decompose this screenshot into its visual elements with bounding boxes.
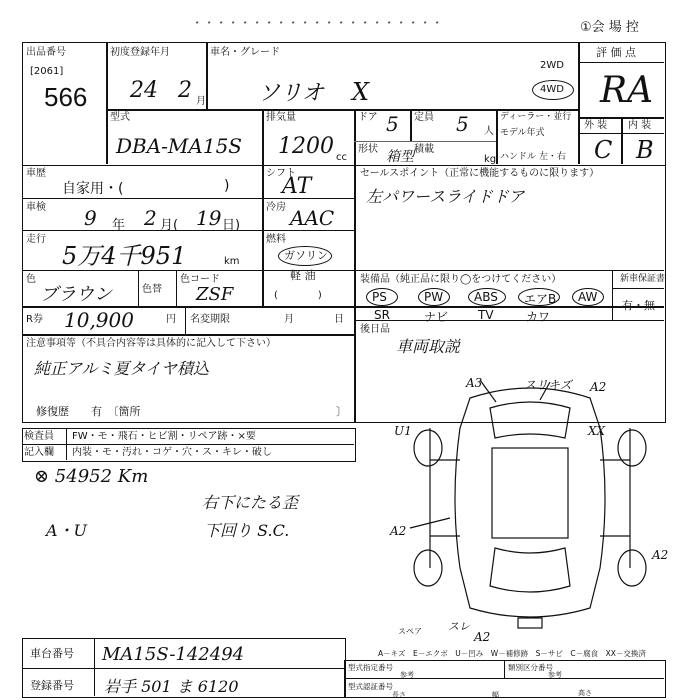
mark-a2-rear: A2	[474, 630, 491, 644]
capacity-label: 定員	[414, 112, 434, 123]
equip-pw-circle	[418, 288, 450, 306]
row-line	[612, 288, 664, 289]
inspection-day-unit: 日)	[222, 218, 241, 233]
wheel-fl	[414, 430, 442, 466]
chassis-label: 車台番号	[30, 647, 74, 660]
name-change-day: 日	[334, 314, 344, 325]
name-change-month: 月	[284, 314, 294, 325]
first-reg-month: 2	[178, 78, 192, 103]
col-line	[106, 43, 108, 164]
aircon-label: 冷房	[266, 202, 286, 213]
dealer-label: ディーラー・並行	[500, 112, 572, 122]
col-line	[262, 164, 264, 306]
col-line	[206, 43, 208, 109]
col-line	[612, 270, 613, 320]
displacement-value: 1200	[278, 134, 334, 159]
col-line	[176, 270, 177, 306]
height-label: 高さ	[578, 689, 592, 697]
inspection-year: 9	[84, 206, 97, 230]
inspection-month: 2	[144, 206, 157, 230]
row-line	[22, 334, 354, 336]
first-reg-label: 初度登録年月	[110, 47, 170, 58]
equip-abs: ABS	[474, 290, 498, 304]
name-change-label: 名変期限	[190, 314, 230, 325]
col-line	[504, 660, 505, 678]
equip-aw-circle	[572, 288, 604, 306]
equip-airbag-circle	[518, 288, 560, 306]
mark-a2-front: A2	[590, 380, 607, 394]
car-name-label: 車名・グレード	[210, 47, 280, 58]
inspection-year-unit: 年	[112, 218, 126, 233]
mileage-value: 5万4千951	[62, 242, 187, 270]
shift-label: シフト	[266, 168, 296, 179]
notes-value: 純正アルミ夏タイヤ積込	[34, 359, 210, 378]
mark-rub: スレ	[448, 620, 470, 633]
class-label: 類別区分番号	[508, 663, 553, 672]
row-line	[22, 444, 354, 445]
mark-a3: A3	[466, 376, 483, 390]
model-value: DBA-MA15S	[116, 134, 243, 158]
equip-navi: ナビ	[424, 310, 449, 324]
col-line	[410, 109, 412, 141]
capacity-unit: 人	[484, 126, 494, 137]
remark-right-1: 右下にたる歪	[202, 493, 299, 512]
header-strip-text: ・・・・・・・・・・・・・・・・・・・・・	[190, 16, 443, 30]
chassis-value: MA15S-142494	[102, 644, 245, 665]
doors-value: 5	[386, 112, 399, 136]
lot-number: 566	[44, 82, 88, 112]
equip-tv: TV	[478, 308, 494, 322]
color-code-label: 色コード	[180, 274, 220, 285]
length-label: 長さ	[392, 691, 406, 699]
col-line	[94, 638, 95, 696]
cert-label: 型式認証番号	[348, 682, 393, 691]
first-reg-year: 24	[130, 78, 158, 103]
entry-label: 記入欄	[24, 447, 54, 458]
row-line	[22, 230, 354, 231]
equip-pw: PW	[424, 290, 444, 304]
fuel-gasoline: ガソリン	[284, 249, 328, 262]
drive-4wd: 4WD	[540, 84, 564, 95]
width-label: 幅	[492, 691, 499, 699]
displacement-label: 排気量	[266, 112, 296, 123]
roof	[492, 448, 568, 538]
wheel-fr	[618, 430, 646, 466]
inspection-label: 車検	[26, 202, 46, 213]
repair-label: 修復歴 有 〔箇所	[36, 405, 141, 418]
r-tax-unit: 円	[166, 314, 176, 325]
score-label: 評 価 点	[596, 46, 636, 59]
equip-ps: PS	[372, 290, 387, 304]
front-windshield	[490, 402, 570, 438]
fuel-label: 燃料	[266, 234, 286, 245]
wheel-rl	[414, 550, 442, 586]
load-unit: kg	[484, 154, 497, 165]
mileage-label: 走行	[26, 234, 46, 245]
mark-u1: U1	[394, 424, 412, 438]
score-value: RA	[600, 70, 654, 111]
registration-label: 登録番号	[30, 679, 74, 692]
mileage-unit: km	[224, 256, 240, 267]
equip-airbag: エアB	[524, 292, 557, 306]
later-items-label: 後日品	[360, 324, 390, 335]
mark-spare: スペア	[398, 627, 422, 636]
equip-leather: カワ	[526, 310, 551, 324]
body-shape-label: 形状	[358, 144, 378, 155]
inspection-day: 19	[196, 206, 222, 230]
score-int-label: 内 装	[628, 120, 652, 131]
damage-legend: A－キズ E－エクボ U－凹み W－補修跡 S－サビ C－腐食 XX－交換済	[378, 649, 646, 658]
spare-box	[518, 618, 542, 628]
mark-scratch: スリキズ	[524, 378, 572, 392]
registration-value: 岩手 501 ま 6120	[104, 677, 239, 696]
col-line	[262, 109, 264, 164]
car-outline	[455, 388, 605, 617]
inspector-label: 検査員	[24, 431, 54, 442]
body-shape-value: 箱型	[386, 149, 414, 165]
form-label: 型式指定番号	[348, 663, 393, 672]
col-line	[185, 306, 186, 334]
r-tax-value: 10,900	[64, 308, 134, 332]
row-line	[22, 668, 344, 669]
mark-line	[480, 380, 496, 402]
aircon-value: AAC	[290, 206, 335, 230]
col-line	[354, 109, 356, 164]
car-damage-diagram	[400, 368, 660, 636]
fuel-diesel: 軽 油	[290, 269, 316, 282]
car-name-value: ソリオ	[258, 81, 324, 106]
sales-point-label: セールスポイント（正常に機能するものに限ります）	[360, 168, 600, 179]
sales-point-value: 左パワースライドドア	[366, 187, 525, 206]
score-ext-label: 外 装	[584, 120, 608, 131]
wheel-rr	[618, 550, 646, 586]
entry-line: 内装・モ・汚れ・コゲ・穴・ス・キレ・破し	[72, 447, 272, 458]
score-ext-value: C	[594, 136, 613, 164]
drive-2wd: 2WD	[540, 60, 564, 71]
side-body	[430, 428, 630, 568]
inspector-line: FW・モ・飛石・ヒビ割・リペア跡・×要	[72, 431, 256, 442]
row-line	[344, 678, 664, 679]
first-reg-unit: 月	[196, 96, 206, 107]
capacity-value: 5	[456, 112, 469, 136]
remark-left: A・U	[46, 521, 88, 540]
history-value: 自家用・(	[62, 181, 124, 197]
rear-window	[490, 548, 570, 592]
doors-label: ドア	[358, 112, 378, 123]
inspection-month-unit: 月(	[160, 218, 179, 233]
row-line	[354, 270, 664, 271]
equip-sr: SR	[374, 308, 390, 322]
notes-label: 注意事項等（不具合内容等は具体的に記入して下さい）	[26, 338, 276, 349]
history-label: 車歴	[26, 168, 46, 179]
header-top: ①会 場 控	[580, 20, 639, 35]
repair-close: 〕	[336, 405, 347, 418]
mark-xx: XX	[588, 424, 606, 438]
color-label: 色	[26, 274, 36, 285]
color-change-label: 色替	[142, 284, 162, 295]
handle-label: ハンドル 左・右	[500, 152, 566, 162]
col-line	[496, 109, 498, 164]
equipment-label: 装備品（純正品に限り◯をつけてください）	[360, 274, 562, 285]
fuel-other: ( )	[274, 290, 322, 301]
col-line	[621, 117, 623, 164]
remark-right-2: 下回り S.C.	[204, 521, 290, 540]
row-line	[354, 320, 664, 321]
later-items-value: 車両取説	[396, 337, 461, 356]
warranty-value: 有・無	[622, 299, 655, 312]
col-line	[66, 428, 67, 460]
form-ref: 参考	[400, 671, 414, 679]
r-tax-label: R券	[26, 314, 43, 325]
col-line	[354, 164, 356, 422]
row-line	[354, 141, 496, 142]
model-year-label: モデル年式	[500, 128, 545, 138]
row-line	[578, 62, 664, 63]
color-value: ブラウン	[40, 284, 112, 305]
mark-a2-left: A2	[390, 524, 407, 538]
remark-mileage: ⊗ 54952 Km	[34, 466, 149, 487]
color-code-value: ZSF	[196, 284, 234, 305]
displacement-unit: cc	[336, 152, 347, 163]
mark-a2-right: A2	[652, 548, 669, 562]
equip-abs-circle	[468, 288, 506, 306]
car-grade-value: X	[352, 78, 370, 106]
row-line	[106, 109, 578, 111]
warranty-label: 新車保証書	[620, 274, 666, 284]
lot-label: 出品番号	[26, 47, 66, 58]
class-ref: 参考	[548, 671, 562, 679]
lot-sub: [2061]	[30, 66, 64, 77]
shift-value: AT	[282, 174, 312, 199]
equip-aw: AW	[578, 290, 598, 304]
col-line	[138, 270, 139, 306]
equip-ps-circle	[366, 288, 398, 306]
load-label: 積載	[414, 144, 434, 155]
score-int-value: B	[636, 136, 654, 164]
history-close: )	[224, 178, 230, 194]
model-label: 型式	[110, 112, 130, 123]
